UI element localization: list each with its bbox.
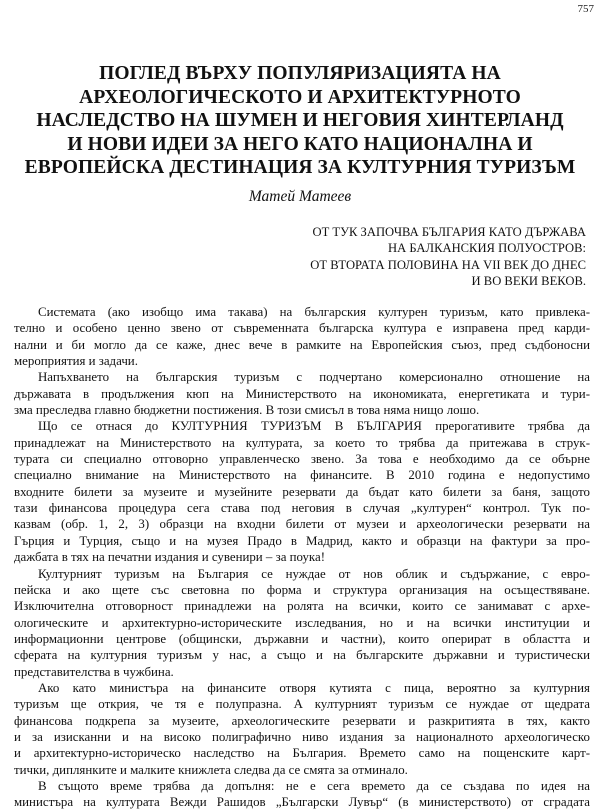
- text-line: дажбата в тях на печатни издания и сувенири – за поука!: [14, 550, 326, 565]
- text-line: Напъхването на българския туризъм с подчертано комерсионално отношение на: [38, 370, 590, 385]
- text-line: Гърция и Турция, също и на музея Прадо в Мадрид, както и образци на фактури за про-: [14, 533, 590, 548]
- text-line: пейска и ако щете със световна по форма и структура организация на осъществяване.: [14, 582, 590, 597]
- text-line: тички, диплянките и малките книжлета следва да се смята за отминало.: [14, 762, 408, 777]
- text-line: нални и би могло да се каже, днес вече в рамките на Европейския съюз, пред съдбоносни: [14, 337, 590, 352]
- paragraph: [14, 566, 590, 680]
- article-title: [0, 62, 600, 180]
- text-line: зма преследва главно бюджетни постижения. В този смисъл в това няма нищо лошо.: [14, 403, 480, 418]
- epigraph: [310, 224, 586, 289]
- title-line: АРХЕОЛОГИЧЕСКОТО И АРХИТЕКТУРНОТО: [79, 86, 521, 108]
- paragraph: [14, 778, 590, 811]
- text-line: Системата (ако изобщо има такава) на българския културен туризъм, като привлека-: [38, 305, 590, 319]
- text-line: тази финансова процедура сега става под неговия в случая „културен“ контрол. Тук по-: [14, 501, 590, 516]
- text-line: представителства в чужбина.: [14, 664, 174, 679]
- paragraph: [14, 369, 590, 418]
- text-line: телно и особено ценно звено от съвременната българска култура е изправена пред карди-: [14, 321, 590, 336]
- title-line: ЕВРОПЕЙСКА ДЕСТИНАЦИЯ ЗА КУЛТУРНИЯ ТУРИЗЪМ: [24, 157, 576, 178]
- paragraph: [14, 418, 590, 565]
- text-line: и за изисканни и на високо полиграфично ниво издания за националното археологическо: [14, 729, 590, 744]
- text-line: информационни центрове (общински, държавни и частни), които оперират в областта и: [14, 631, 590, 646]
- text-line: специално внимание на Министерството на финансите. В 2010 година е недопустимо: [14, 468, 590, 483]
- text-line: министъра на културата Вежди Рашидов „Български Лувър“ (в министерството) от сградата: [14, 795, 590, 810]
- title-line: НАСЛЕДСТВО НА ШУМЕН И НЕГОВИЯ ХИНТЕРЛАНД: [36, 110, 564, 131]
- text-line: Що се отнася до КУЛТУРНИЯ ТУРИЗЪМ В БЪЛГАРИЯ прерогативите трябва да: [38, 419, 590, 434]
- page-number: 757: [577, 3, 594, 15]
- body-text: [14, 304, 590, 811]
- epigraph-line: И ВО ВЕКИ ВЕКОВ.: [471, 273, 586, 288]
- epigraph-line: НА БАЛКАНСКИЯ ПОЛУОСТРОВ:: [388, 241, 586, 256]
- paragraph: [14, 304, 590, 369]
- text-line: мероприятия и задачи.: [14, 354, 138, 369]
- text-line: Изключителна отговорност принадлежи на ролята на всички, които се занимават с архе-: [14, 599, 590, 614]
- author-name: Матей Матеев: [248, 188, 352, 205]
- text-line: държавата в продължения кюп на Министерството на икономиката, енергетиката и тури-: [14, 386, 590, 401]
- paragraph: [14, 680, 590, 778]
- text-line: казвам (обр. 1, 2, 3) образци на входни билети от музеи и археологически резервати на: [14, 517, 590, 532]
- text-line: Ако като министъра на финансите отворя кутията с пица, вероятно за културния: [38, 680, 590, 695]
- text-line: входните билети за музеите и музейните резервати да бъдат като билети за баня, защото: [14, 484, 590, 499]
- text-line: Културният туризъм на България се нуждае от нов облик и съдържание, с евро-: [38, 566, 590, 581]
- epigraph-line: ОТ ТУК ЗАПОЧВА БЪЛГАРИЯ КАТО ДЪРЖАВА: [312, 225, 586, 239]
- text-line: сферата на културния туризъм у нас, а също и на българските държавни и туристически: [14, 648, 590, 663]
- text-line: туризъм ще открия, че тя е полупразна. А културният туризъм се нуждае от щедрата: [14, 697, 590, 712]
- text-line: и архитектурно-историческо наследство на България. Времето само на пощенските карт-: [14, 746, 590, 761]
- text-line: ологическите и архитектурно-историческите изследвания, но и на всички институции и: [14, 615, 590, 630]
- title-line: И НОВИ ИДЕИ ЗА НЕГО КАТО НАЦИОНАЛНА И: [67, 133, 533, 155]
- text-line: финансова подкрепа за музеите, археологическите резервати и разкритията в тях, както: [14, 713, 590, 728]
- title-line: ПОГЛЕД ВЪРХУ ПОПУЛЯРИЗАЦИЯТА НА: [99, 63, 501, 84]
- text-line: В същото време трябва да допълня: не е сега времето да се създава по идея на: [38, 778, 590, 793]
- text-line: принадлежат на Министерството на културата, за което то трябва да притежава в струк-: [14, 435, 590, 450]
- text-line: турата си специално отговорно управленческо звено. За това е необходимо да се обърне: [14, 452, 590, 467]
- epigraph-line: ОТ ВТОРАТА ПОЛОВИНА НА VII ВЕК ДО ДНЕС: [310, 257, 586, 272]
